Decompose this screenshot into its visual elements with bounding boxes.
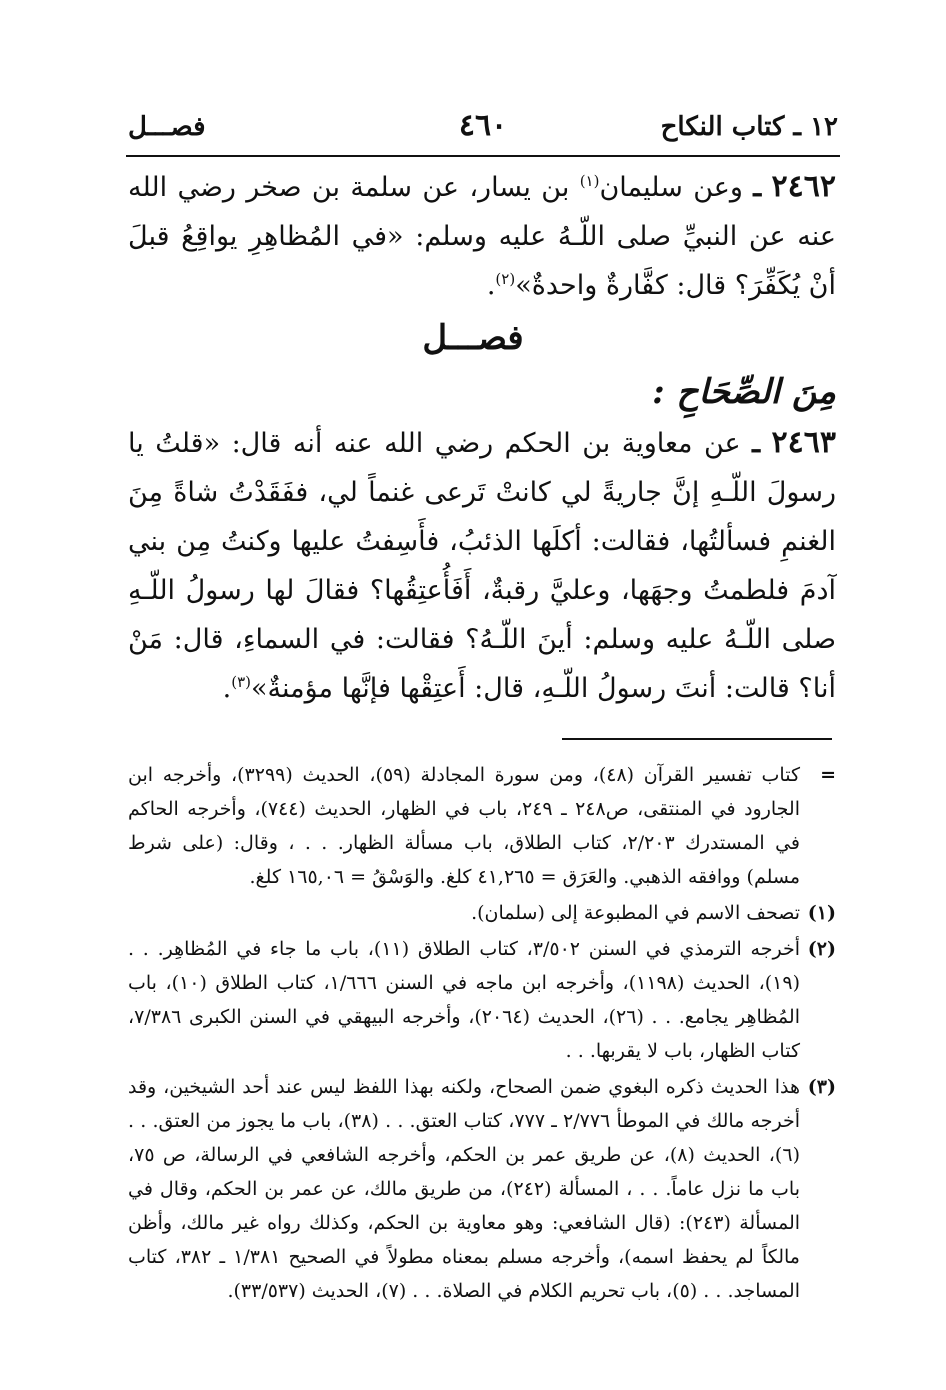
hadith-text-start: وعن سليمان bbox=[599, 172, 743, 203]
running-section-title: فصـــل bbox=[128, 112, 206, 142]
footnote-mark: (١) bbox=[807, 902, 836, 924]
header-rule bbox=[126, 155, 840, 157]
footnotes bbox=[128, 758, 836, 1310]
hadith-number: ٢٤٦٣ bbox=[771, 425, 836, 460]
footnote-1 bbox=[128, 896, 836, 930]
footnote-text: أخرجه الترمذي في السنن ٣/٥٠٢، كتاب الطلاق (١١)، باب ما جاء في المُظاهِر. . . (١٩)، الحديث (١١٩٨)، وأخرجه ابن ماجه في السنن ١/٦٦٦، كتاب الطلاق (١٠)، باب المُظاهِر يجامع. . . (٢٦)، الحديث (٢٠٦٤)، وأخرجه البيهقي في السنن الكبرى ٧/٣٨٦، كتاب الظهار، باب لا يقربها. . . bbox=[128, 938, 800, 1062]
footnote-mark: (٣) bbox=[807, 1076, 836, 1098]
page-number: ٤٦٠ bbox=[458, 108, 508, 143]
hadith-number: ٢٤٦٢ bbox=[771, 169, 836, 204]
footnote-ref-1: (١) bbox=[579, 172, 600, 190]
footnote-2 bbox=[128, 932, 836, 1068]
hadith-2463 bbox=[128, 418, 836, 713]
section-heading: فصـــل bbox=[422, 318, 524, 358]
hadith-end: . bbox=[486, 270, 496, 301]
running-header bbox=[128, 108, 838, 152]
footnote-mark: (٢) bbox=[807, 938, 836, 960]
hadith-end: . bbox=[222, 673, 232, 704]
footnote-ref-3: (٣) bbox=[231, 673, 251, 691]
footnote-continued bbox=[128, 758, 836, 894]
hadith-text: عن معاوية بن الحكم رضي الله عنه أنه قال: «قلتُ يا رسولَ اللّـهِ إنَّ جاريةً لي كانتْ تَرعى غنماً لي، ففَقَدْتُ شاةً مِنَ الغنمِ فسألتُها، فقالت: أكلَها الذئبُ، فأَسِفتُ عليها وكنتُ مِن بني آدمَ فلطمتُ وجهَها، وعليَّ رقبةٌ، أَفَأُعتِقُها؟ فقالَ لها رسولُ اللّـهِ صلى اللّـهُ عليه وسلم: أينَ اللّـهُ؟ فقالت: في السماءِ، قال: مَنْ أنا؟ قالت: أنتَ رسولُ اللّـهِ، قال: أَعتِقْها فإنَّها مؤمنةٌ» bbox=[128, 428, 836, 704]
footnote-rule bbox=[562, 738, 832, 740]
hadith-text: بن يسار، عن سلمة بن صخر رضي الله عنه عن النبيِّ صلى اللّـهُ عليه وسلم: «في المُظاهِرِ يواقِعُ قبلَ أنْ يُكَفِّرَ؟ قال: كفَّارةٌ واحدةٌ» bbox=[128, 172, 836, 301]
hadith-2463-paragraph bbox=[128, 418, 836, 713]
hadith-2462 bbox=[128, 162, 836, 310]
footnote-text: هذا الحديث ذكره البغوي ضمن الصحاح، ولكنه بهذا اللفظ ليس عند أحد الشيخين، وقد أخرجه مالك في الموطأ ٢/٧٧٦ ـ ٧٧٧، كتاب العتق. . . (٣٨)، باب ما يجوز من العتق. . . (٦)، الحديث (٨)، عن طريق عمر بن الحكم، وأخرجه الشافعي في الرسالة، ص ٧٥، باب ما نزل عاماً. . . ، المسألة (٢٤٢)، من طريق مالك، عن عمر بن الحكم، وقال في المسألة (٢٤٣): (قال الشافعي: وهو معاوية بن الحكم، وكذلك رواه غير مالك، وأظن مالكاً لم يحفظ اسمه)، وأخرجه مسلم بمعناه مطولاً في الصحيح ١/٣٨١ ـ ٣٨٢، كتاب المساجد. . . (٥)، باب تحريم الكلام في الصلاة. . . (٧)، الحديث (٣٣/٥٣٧). bbox=[128, 1076, 801, 1302]
footnote-text: تصحف الاسم في المطبوعة إلى (سلمان). bbox=[471, 902, 800, 924]
hadith-dash: ـ bbox=[752, 428, 761, 459]
subheading-sahih: مِنَ الصِّحَاحِ : bbox=[652, 372, 836, 412]
footnote-text: كتاب تفسير القرآن (٤٨)، ومن سورة المجادلة (٥٩)، الحديث (٣٢٩٩)، وأخرجه ابن الجارود في المنتقى، ص٢٤٨ ـ ٢٤٩، باب في الظهار، الحديث (٧٤٤)، وأخرجه الحاكم في المستدرك ٢/٢٠٣، كتاب الطلاق، باب مسألة الظهار. . . ، وقال: (على شرط مسلم) ووافقه الذهبي. والعَرَق = ٤١,٢٦٥ كلغ. والوَسْقُ = ١٦٥,٠٦ كلغ. bbox=[128, 764, 801, 888]
footnote-mark: = bbox=[820, 764, 836, 786]
hadith-dash: ـ bbox=[753, 172, 762, 203]
footnote-ref-2: (٢) bbox=[495, 270, 516, 288]
footnote-3 bbox=[128, 1070, 836, 1308]
hadith-2462-paragraph bbox=[128, 162, 836, 310]
chapter-title: ١٢ ـ كتاب النكاح bbox=[660, 112, 838, 142]
